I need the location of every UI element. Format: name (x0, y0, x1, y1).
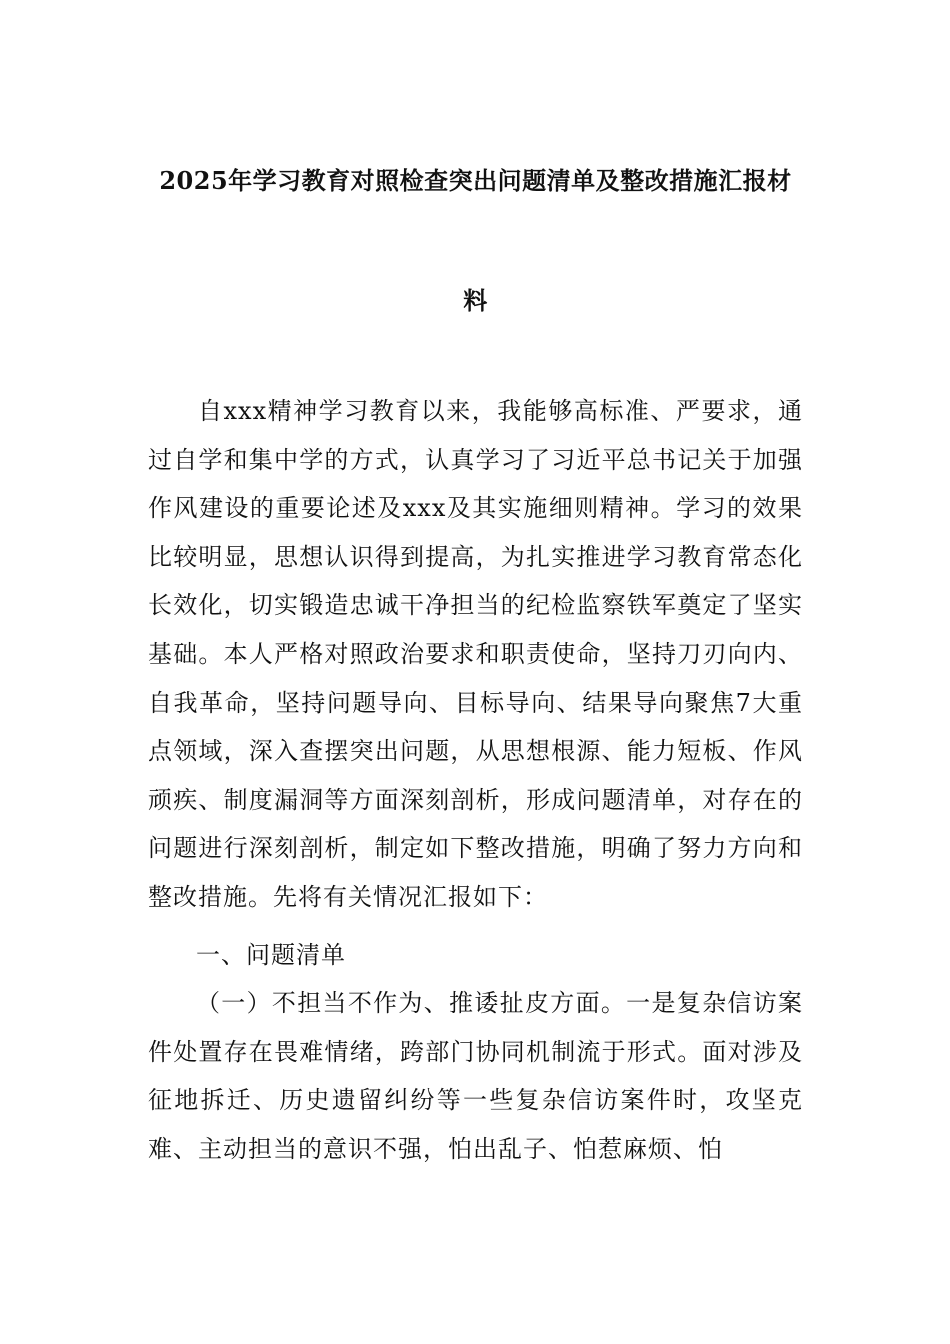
issue-paragraph: （一）不担当不作为、推诿扯皮方面。一是复杂信访案件处置存在畏难情绪，跨部门协同机制流于形式。面对涉及征地拆迁、历史遗留纠纷等一些复杂信访案件时，攻坚克难、主动担当的意识不强，怕出乱子、怕惹麻烦、怕 (148, 989, 803, 1163)
document-title-line-2: 料 (463, 286, 488, 315)
section-heading-problem-list: 一、问题清单 (196, 941, 346, 969)
document-title-line-1: 2025年学习教育对照检查突出问题清单及整改措施汇报材 (159, 166, 792, 195)
intro-paragraph: 自xxx精神学习教育以来，我能够高标准、严要求，通过自学和集中学的方式，认真学习了习近平总书记关于加强作风建设的重要论述及xxx及其实施细则精神。学习的效果比较明显，思想认识得到提高，为扎实推进学习教育常态化长效化，切实锻造忠诚干净担当的纪检监察铁军奠定了坚实基础。本人严格对照政治要求和职责使命，坚持刀刃向内、自我革命，坚持问题导向、目标导向、结果导向聚焦7大重点领域，深入查摆突出问题，从思想根源、能力短板、作风顽疾、制度漏洞等方面深刻剖析，形成问题清单，对存在的问题进行深刻剖析，制定如下整改措施，明确了努力方向和整改措施。先将有关情况汇报如下： (148, 397, 803, 911)
